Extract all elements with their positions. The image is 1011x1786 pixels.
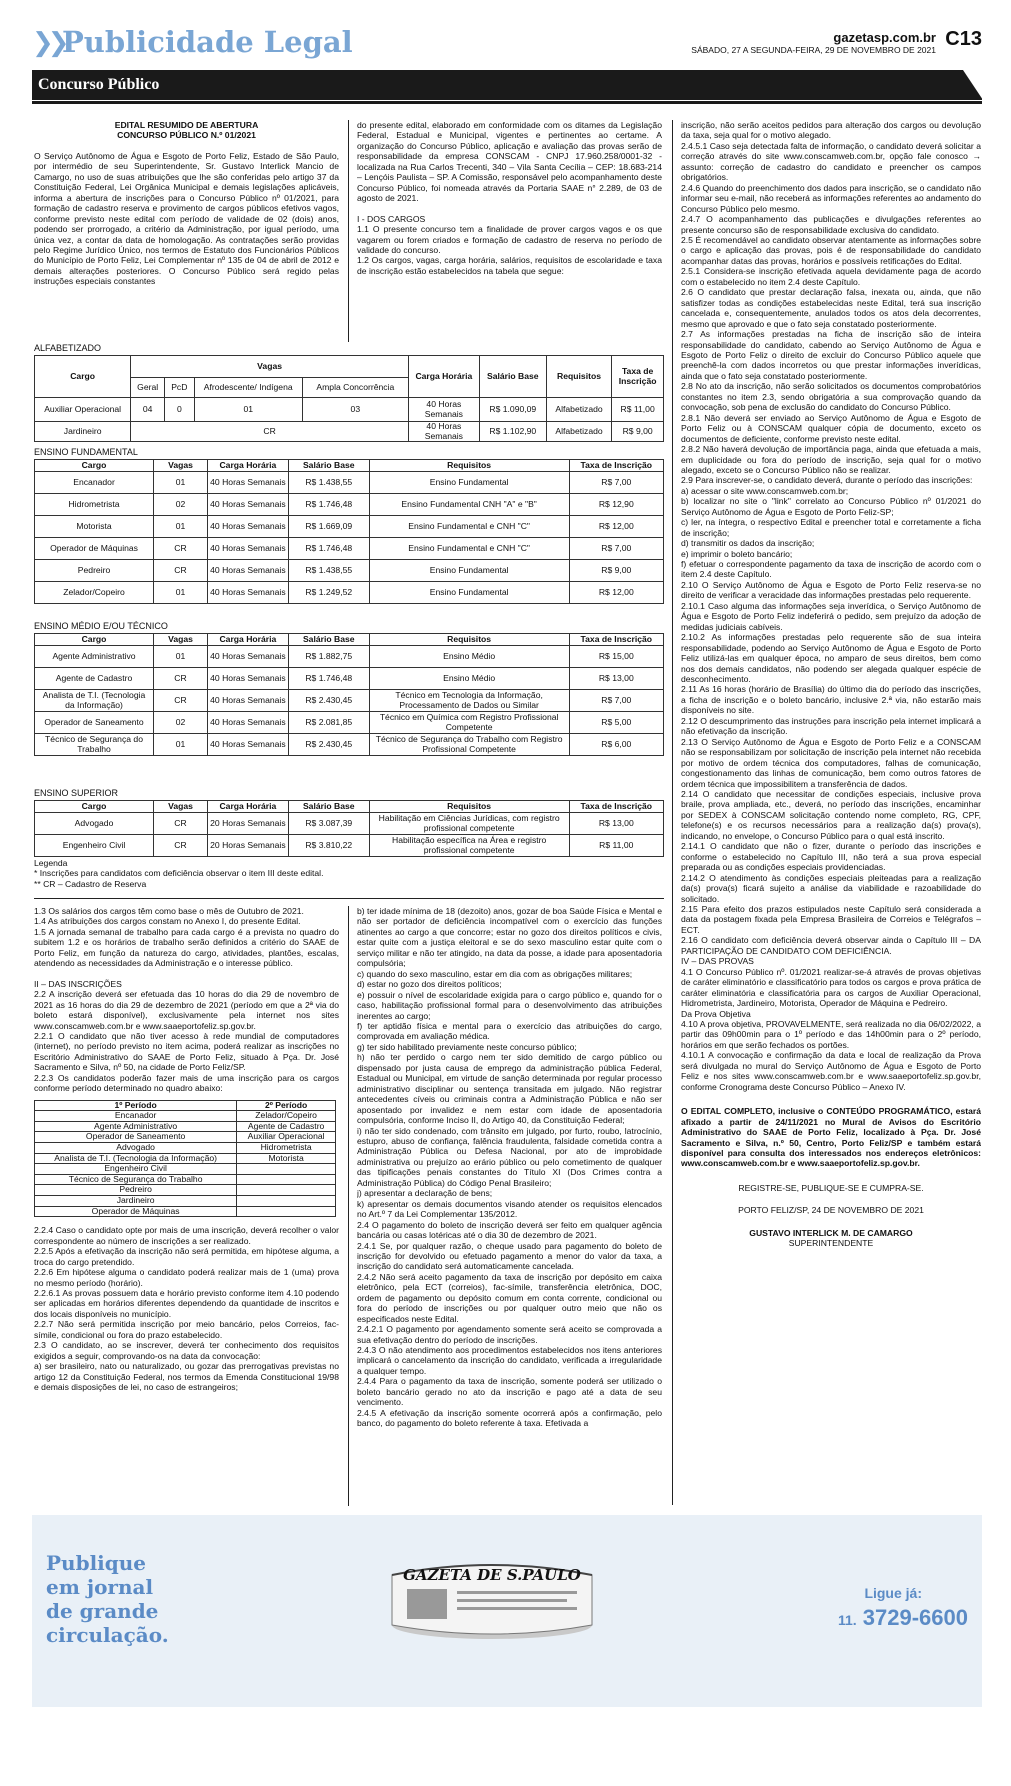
cell: R$ 1.746,48: [288, 494, 369, 516]
cell: Habilitação específica na Área e registro profissional competente: [369, 835, 569, 857]
para: 2.4.2 Não será aceito pagamento da taxa de inscrição por depósito em caixa eletrônico, pela ECT (correios), fac-símile, transferência eletrônica, DOC, ordem de pagamento ou depósito comum em conta corrente, condicional ou fora do período de inscrições ou por qualquer outro meio que não os especificados neste Edital.: [357, 1271, 662, 1324]
table-row: [35, 398, 664, 422]
para: 1.3 Os salários dos cargos têm como base o mês de Outubro de 2021.: [34, 906, 304, 916]
para: d) transmitir os dados da inscrição;: [681, 538, 815, 549]
table-row: [35, 1185, 336, 1196]
superior-table: [34, 800, 664, 857]
para: 2.7 As informações prestadas na ficha de inscrição são de inteira responsabilidade do candidato, cabendo ao Serviço Autônomo de Água e Esgoto de Porto Feliz o direito de excluir do Concurso Público aquele que preenchê-la com dados incorretos ou que prestar informações inverídicas, ainda que o fato seja constatado posteriormente.: [681, 329, 981, 381]
para: 2.4.2.1 O pagamento por agendamento somente será aceito se comprovada a sua efetivação dentro do período de inscrições.: [357, 1324, 662, 1345]
para: 2.2.1 O candidato que não tiver acesso à rede mundial de computadores (internet), no período previsto no item acima, poderá realizar as inscrições no Escritório Administrativo do SAAE de Porto Feliz, situado à Pça. Dr. José Sacramento e Silva, nº 50, na cidade de Porto Feliz/SP.: [34, 1030, 339, 1073]
para: f) efetuar o correspondente pagamento da taxa de inscrição de acordo com o item 2.4 deste Capítulo.: [681, 559, 981, 580]
para: b) localizar no site o "link" correlato ao Concurso Público nº 01/2021 do Serviço Autônomo de Água e Esgoto de Porto Feliz-SP;: [681, 496, 981, 517]
cell: Ensino Médio: [369, 668, 569, 690]
para: b) ter idade mínima de 18 (dezoito) anos, gozar de boa Saúde Física e Mental e não ser portador de deficiência incompatível com o exercício das funções atinentes ao cargo a que concorre; estar no gozo dos direitos políticos e civis, estar quite com a justiça eleitoral e se do sexo masculino estar quite com o serviço militar e não ter atingido, na data da posse, a idade para aposentadoria compulsória;: [357, 906, 662, 969]
para: 2.4.1 Se, por qualquer razão, o cheque usado para pagamento do boleto de inscrição for devolvido ou efetuado pagamento a menor do valor da taxa, a inscrição do candidato será automaticamente cancelada.: [357, 1240, 662, 1272]
edital-title: EDITAL RESUMIDO DE ABERTURA: [114, 120, 259, 130]
col-header: Cargo: [35, 634, 154, 646]
para: 2.2.6 Em hipótese alguma o candidato poderá realizar mais de 1 (uma) prova no mesmo período (horário).: [34, 1267, 339, 1288]
cell: R$ 6,00: [569, 734, 663, 756]
issue-date: SÁBADO, 27 A SEGUNDA-FEIRA, 29 DE NOVEMBRO DE 2021: [691, 45, 936, 55]
cell: R$ 9,00: [569, 560, 663, 582]
cell: [237, 1185, 336, 1196]
cargos-heading: I - DOS CARGOS: [357, 213, 426, 224]
section-title: Publicidade Legal: [62, 25, 353, 59]
col-header: Taxa de Inscrição: [612, 356, 664, 398]
cell: Técnico de Segurança do Trabalho: [35, 1174, 237, 1185]
col-header: Requisitos: [546, 356, 612, 398]
rolled-newspaper-icon: [387, 1555, 597, 1645]
para: a) ser brasileiro, nato ou naturalizado, ou gozar das prerrogativas previstas no artigo 12 da Constituição Federal, nos termos da Emenda Constitucional 19/98 e demais disposições de lei, no caso de estrangeiros;: [34, 1361, 339, 1393]
cell: R$ 15,00: [569, 646, 663, 668]
cell: R$ 3.810,22: [288, 835, 369, 857]
sub-header: PcD: [165, 378, 195, 398]
banner-title: Concurso Público: [38, 76, 160, 93]
edital-intro-column: [34, 120, 339, 342]
para: 2.4.5.1 Caso seja detectada falta de informação, o candidato deverá solicitar a correção através do site www.conscamweb.com.br, opção fale conosco → assunto: correção de cadastro do candidato e preencher os campos obrigatórios.: [681, 140, 981, 183]
cell: 40 Horas Semanais: [408, 422, 479, 442]
col-header: Taxa de Inscrição: [569, 634, 663, 646]
legenda-line: * Inscrições para candidatos com deficiência observar o item III deste edital.: [34, 868, 324, 879]
table-row: [35, 690, 664, 712]
signer-name: GUSTAVO INTERLICK M. DE CAMARGO: [749, 1227, 913, 1238]
para: 2.14 O candidato que necessitar de condições especiais, inclusive prova braile, prova ampliada, etc., deverá, no período das inscrições, encaminhar por SEDEX à CONSCAM solicitação contendo nome completo, RG, CPF, telefone(s) e os recursos necessários para a realização da(s) prova(s), indicando, no envelope, o Concurso Público para o qual está inscrito.: [681, 789, 981, 841]
col-header: Carga Horária: [207, 634, 288, 646]
col-header: Taxa de Inscrição: [569, 460, 663, 472]
cell: R$ 7,00: [569, 472, 663, 494]
para: c) ler, na íntegra, o respectivo Edital e preencher total e corretamente a ficha de inscrição;: [681, 517, 981, 538]
col-header: Cargo: [35, 356, 131, 398]
table-row: [35, 813, 664, 835]
cell: 40 Horas Semanais: [207, 472, 288, 494]
para: h) não ter perdido o cargo nem ter sido demitido de cargo público ou dispensado por justa causa de emprego da administração pública Federal, Estadual ou Municipal, em virtude de sanção determinada por regular processo administrativo disciplinar ou sentença transitada em julgado. Não registrar antecedentes cíveis ou criminais contra a Administração Pública e não ser aposentado por invalidez e nem estar com idade de aposentadoria compulsória, conforme Inciso II, do Artigo 40, da Constituição Federal;: [357, 1052, 662, 1126]
col-header: 1º Período: [35, 1100, 237, 1111]
para: Da Prova Objetiva: [681, 1008, 751, 1019]
para: inscrição, não serão aceitos pedidos para alteração dos cargos ou devolução da taxa, seja qual for o motivo alegado.: [681, 120, 981, 141]
cell: Analista de T.I. (Tecnologia da Informação): [35, 690, 154, 712]
cell: R$ 2.081,85: [288, 712, 369, 734]
phone-number: 3729-6600: [862, 1605, 968, 1630]
ad-slogan-line: em jornal: [46, 1575, 154, 1599]
para: 2.9 Para inscrever-se, o candidato deverá, durante o período das inscrições:: [681, 475, 973, 486]
table-row: [35, 1132, 336, 1143]
col-header: Salário Base: [288, 634, 369, 646]
para: 2.4.6 Quando do preenchimento dos dados para inscrição, se o candidato não informar seu e-mail, não receberá as informações referentes ao andamento do Concurso Público pelo mesmo.: [681, 182, 981, 214]
category-banner: [32, 70, 982, 100]
para-heading: II – DAS INSCRIÇÕES: [34, 978, 122, 989]
para: 1.5 A jornada semanal de trabalho para cada cargo é a prevista no quadro do subitem 1.2 e os horários de trabalho serão definidos a critério do SAAE de Porto Feliz, em função da natureza do cargo, atividades, plantões, escalas, atendendo as necessidades da Administração e o interesse público.: [34, 926, 339, 969]
table-row: [35, 422, 664, 442]
cell: Auxiliar Operacional: [35, 398, 131, 422]
para: 2.2.4 Caso o candidato opte por mais de uma inscrição, deverá recolher o valor correspondente ao número de inscrições a ser realizado.: [34, 1225, 339, 1246]
ad-slogan: [46, 1551, 169, 1647]
cell: Ensino Fundamental: [369, 582, 569, 604]
cell: CR: [154, 835, 208, 857]
table-row: [35, 472, 664, 494]
publique-line: REGISTRE-SE, PUBLIQUE-SE E CUMPRA-SE.: [738, 1182, 924, 1193]
cell: 02: [154, 712, 208, 734]
cell: Técnico de Segurança do Trabalho com Registro Profissional Competente: [369, 734, 569, 756]
table-row: [35, 1121, 336, 1132]
cell: R$ 1.882,75: [288, 646, 369, 668]
para: c) quando do sexo masculino, estar em dia com as obrigações militares;: [357, 968, 633, 979]
cell: 20 Horas Semanais: [207, 813, 288, 835]
col-header: Carga Horária: [207, 460, 288, 472]
cell: 40 Horas Semanais: [207, 516, 288, 538]
col-header: Cargo: [35, 801, 154, 813]
right-column: [681, 120, 981, 1505]
cell: CR: [154, 538, 208, 560]
edital-col2: [357, 120, 662, 342]
cell: Operador de Máquinas: [35, 538, 154, 560]
para: 2.12 O descumprimento das instruções para inscrição pela internet implicará a não efetivação da inscrição.: [681, 715, 981, 737]
cell: Agente Administrativo: [35, 646, 154, 668]
cell: Analista de T.I. (Tecnologia da Informação): [35, 1153, 237, 1164]
cell: 40 Horas Semanais: [207, 646, 288, 668]
medio-table: [34, 633, 664, 756]
final-notice: O EDITAL COMPLETO, inclusive o CONTEÚDO PROGRAMÁTICO, estará afixado a partir de 24/11/2021 no Mural de Avisos do Escritório Administrativo do SAAE de Porto Feliz, localizado à Pça. Dr. José Sacramento e Silva, n.º 50, Centro, Porto Feliz/SP e também estará disponível para consulta dos interessados nos endereços eletrônicos: www.conscamweb.com.br e www.saaeportofeliz.sp.gov.br.: [681, 1106, 981, 1169]
cell: R$ 9,00: [612, 422, 664, 442]
cell: R$ 2.430,45: [288, 690, 369, 712]
cell: Engenheiro Civil: [35, 1164, 237, 1175]
cell: R$ 1.090,09: [479, 398, 546, 422]
section-divider: [34, 898, 664, 899]
col-header: Salário Base: [288, 460, 369, 472]
cell: Encanador: [35, 1111, 237, 1122]
table-row: [35, 1143, 336, 1154]
table-row: [35, 1111, 336, 1122]
ad-slogan-line: de grande: [46, 1599, 159, 1623]
cell: CR: [131, 422, 409, 442]
cell: Técnico em Tecnologia da Informação, Processamento de Dados ou Similar: [369, 690, 569, 712]
right-paragraphs: [681, 120, 981, 1092]
para: 2.11 As 16 horas (horário de Brasília) do último dia do período das inscrições, a ficha de inscrição e o boleto bancário, inclusive 2.ª via, não estarão mais disponíveis no site.: [681, 684, 981, 716]
col-header: Carga Horária: [207, 801, 288, 813]
para: 2.14.2 O atendimento às condições especiais pleiteadas para a realização da(s) prova(s) ficará sujeito a análise da viabilidade e razoabilidade do solicitado.: [681, 872, 981, 904]
phone-ddd: 11.: [837, 1612, 857, 1628]
cell: 01: [154, 516, 208, 538]
legenda-line: ** CR – Cadastro de Reserva: [34, 878, 147, 889]
para: 4.1 O Concurso Público nº. 01/2021 realizar-se-á através de provas objetivas de caráter eliminatório e classificatório para todos os cargos e prova prática de caráter eliminatória e classificatória para os cargos de Auxiliar Operacional, Hidrometrista, Jardineiro, Motorista, Operador de Máquina e Pedreiro.: [681, 966, 981, 1009]
col-header: Taxa de Inscrição: [569, 801, 663, 813]
table-row: [35, 1174, 336, 1185]
para: j) apresentar a declaração de bens;: [357, 1188, 493, 1199]
para: 2.8.1 Não deverá ser enviado ao Serviço Autônomo de Água e Esgoto de Porto Feliz ou à CONSCAM qualquer cópia de documento, exceto os documentos de deficiente, conforme previsto neste edital.: [681, 412, 981, 444]
alfabetizado-label: ALFABETIZADO: [34, 343, 102, 353]
col-header: Vagas: [154, 801, 208, 813]
ad-slogan-line: Publique: [46, 1551, 147, 1575]
sub-header: Afrodescente/ Indígena: [194, 378, 302, 398]
alfabetizado-table: [34, 355, 664, 442]
para: d) estar no gozo dos direitos políticos;: [357, 979, 502, 990]
para: 2.14.1 O candidato que não o fizer, durante o período das inscrições e conforme o estabelecido no Capítulo III, não terá a sua prova especial preparada ou as condições especiais providenciadas.: [681, 841, 981, 873]
cell: Alfabetizado: [546, 422, 612, 442]
para: 4.10.1 A convocação e confirmação da data e local de realização da Prova será divulgada no mural do Serviço Autônomo de Água e Esgoto de Porto Feliz e nos sites www.conscamweb.com.br e www.saaeportofeliz.sp.gov.br, conforme Cronograma deste Concurso Público – Anexo IV.: [681, 1050, 981, 1092]
cell: Alfabetizado: [546, 398, 612, 422]
para: IV – DAS PROVAS: [681, 956, 754, 967]
cell: Operador de Saneamento: [35, 712, 154, 734]
cell: CR: [154, 813, 208, 835]
para: 2.5.1 Considera-se inscrição efetivada aquela devidamente paga de acordo com o estabelecido no item 2.4 deste Capítulo.: [681, 266, 981, 287]
edital-number: CONCURSO PÚBLICO N.º 01/2021: [117, 130, 256, 141]
cell: Motorista: [237, 1153, 336, 1164]
para: 2.2.3 Os candidatos poderão fazer mais de uma inscrição para os cargos conforme período determinado no quadro abaixo:: [34, 1072, 339, 1094]
table-row: [35, 538, 664, 560]
cell: R$ 13,00: [569, 813, 663, 835]
page-header: [32, 26, 982, 60]
cell: R$ 12,90: [569, 494, 663, 516]
cell: Operador de Máquinas: [35, 1206, 237, 1217]
para: f) ter aptidão física e mental para o exercício das atribuições do cargo, comprovada em avaliação médica.: [357, 1020, 662, 1042]
cell: Jardineiro: [35, 422, 131, 442]
cargos-1-2: 1.2 Os cargos, vagas, carga horária, salários, requisitos de escolaridade e taxa de inscrição estão estabelecidos na tabela que segue:: [357, 255, 662, 276]
cell: 01: [194, 398, 302, 422]
cargos-1-1: 1.1 O presente concurso tem a finalidade de prover cargos vagos e os que vagarem ou forem criados e formação de cadastro de reserva no período de validade do concurso.: [357, 224, 662, 255]
para: 2.2.5 Após a efetivação da inscrição não será permitida, em hipótese alguma, a troca do cargo pretendido.: [34, 1246, 339, 1267]
cell: 0: [165, 398, 195, 422]
para: 2.15 Para efeito dos prazos estipulados neste Capítulo será considerada a data da postagem fixada pela Empresa Brasileira de Correios e Telégrafos – ECT.: [681, 903, 981, 935]
para: 2.10.1 Caso alguma das informações seja inverídica, o Serviço Autônomo de Água e Esgoto de Porto Feliz indeferirá o pedido, sem prejuízo da adoção de medidas judiciais cabíveis.: [681, 600, 981, 632]
page-number: C13: [945, 28, 982, 50]
cell: R$ 2.430,45: [288, 734, 369, 756]
cell: Hidrometrista: [237, 1143, 336, 1154]
cell: R$ 12,00: [569, 516, 663, 538]
site-url: gazetasp.com.br: [833, 30, 936, 45]
para: 1.4 As atribuições dos cargos constam no Anexo I, do presente Edital.: [34, 916, 301, 927]
cell: Hidrometrista: [35, 494, 154, 516]
cell: [237, 1206, 336, 1217]
column-divider: [672, 120, 673, 1505]
table-row: [35, 560, 664, 582]
cell: 02: [154, 494, 208, 516]
para: 2.3 O candidato, ao se inscrever, deverá ter conhecimento dos requisitos exigidos a seguir, comprovando-os na data da convocação:: [34, 1340, 339, 1361]
cell: R$ 1.438,55: [288, 560, 369, 582]
cell: Advogado: [35, 1143, 237, 1154]
cell: 40 Horas Semanais: [408, 398, 479, 422]
table-row: [35, 1206, 336, 1217]
table-row: [35, 494, 664, 516]
cell: R$ 3.087,39: [288, 813, 369, 835]
col-header: Salário Base: [288, 801, 369, 813]
para: 2.4.4 Para o pagamento da taxa de inscrição, somente poderá ser utilizado o boleto bancário gerado no ato da inscrição e pago até a data de seu vencimento.: [357, 1376, 662, 1408]
cell: CR: [154, 668, 208, 690]
table-row: [35, 712, 664, 734]
cell: Agente Administrativo: [35, 1121, 237, 1132]
cell: 40 Horas Semanais: [207, 538, 288, 560]
col-header: Vagas: [131, 356, 409, 378]
cell: R$ 1.438,55: [288, 472, 369, 494]
col-header: Cargo: [35, 460, 154, 472]
cell: [237, 1196, 336, 1207]
para: 2.10.2 As informações prestadas pelo requerente são de sua inteira responsabilidade, podendo ao Serviço Autônomo de Água e Esgoto de Porto Feliz utilizá-las em qualquer época, no amparo de seus direitos, bem como nos dos demais candidatos, não podendo ser alegada qualquer espécie de desconhecimento.: [681, 632, 981, 685]
para: 2.8.2 Não haverá devolução de importância paga, ainda que efetuada a mais, em duplicidade ou fora do período de inscrição, seja qual for o motivo alegado, exceto se o Concurso Público não se realizar.: [681, 444, 981, 475]
cell: R$ 1.102,90: [479, 422, 546, 442]
cell: 40 Horas Semanais: [207, 668, 288, 690]
cell: Engenheiro Civil: [35, 835, 154, 857]
cell: 40 Horas Semanais: [207, 560, 288, 582]
table-row: [35, 1153, 336, 1164]
cell: Agente de Cadastro: [35, 668, 154, 690]
cell: Técnico de Segurança do Trabalho: [35, 734, 154, 756]
col-header: Requisitos: [369, 460, 569, 472]
newspaper-name: GAZETA DE S.PAULO: [403, 1566, 581, 1584]
periodos-table: [34, 1100, 336, 1218]
sub-header: Ampla Concorrência: [302, 378, 408, 398]
table-row: [35, 1196, 336, 1207]
para: 2.13 O Serviço Autônomo de Água e Esgoto de Porto Feliz e a CONSCAM não se responsabilizam por solicitação de inscrição pela internet não recebida por motivo de ordem técnica dos computadores, falhas de comunicação, congestionamento das linhas de comunicação, bem como outros fatores de ordem técnica que impossibilitem a transferência de dados.: [681, 736, 981, 789]
ad-slogan-line: circulação.: [46, 1623, 169, 1647]
para: e) imprimir o boleto bancário;: [681, 548, 793, 559]
edital-col2-text: do presente edital, elaborado em conformidade com os ditames da Legislação Federal, Estadual e Municipal, vigentes e pertinentes ao certame. A organização do Concurso Público, aplicação e avaliação das provas serão de responsabilidade da empresa CONSCAM - CNPJ 17.960.258/0001-32 - localizada na Rua Carlos Trecenti, 340 – Vila Santa Cecília – CEP: 18.683-214 – Lençóis Paulista – SP. A Comissão, responsável pelo acompanhamento deste Concurso Público, foi nomeada através da Portaria SAAE n° 2.289, de 03 de agosto de 2021.: [357, 120, 662, 204]
table-row: [35, 668, 664, 690]
cell: 40 Horas Semanais: [207, 494, 288, 516]
table-row: [35, 734, 664, 756]
para: 2.4.5 A efetivação da inscrição somente ocorrerá após a confirmação, pelo banco, do pagamento do boleto referente à taxa. Efetivada a: [357, 1407, 662, 1429]
para: 2.4.7 O acompanhamento das publicações e divulgações referentes ao presente concurso são de responsabilidade exclusiva do candidato.: [681, 214, 981, 235]
cell: R$ 1.249,52: [288, 582, 369, 604]
fundamental-label: ENSINO FUNDAMENTAL: [34, 447, 138, 457]
cell: R$ 1.669,09: [288, 516, 369, 538]
double-chevron-icon: ❯❯: [32, 28, 64, 58]
sub-header: Geral: [131, 378, 165, 398]
para: 2.16 O candidato com deficiência deverá observar ainda o Capítulo III – DA PARTICIPAÇÃO DE CANDIDATO COM DEFICIÊNCIA.: [681, 935, 981, 956]
para: g) ter sido habilitado previamente neste concurso público;: [357, 1041, 577, 1052]
cell: Ensino Fundamental: [369, 560, 569, 582]
cell: R$ 11,00: [612, 398, 664, 422]
cell: R$ 11,00: [569, 835, 663, 857]
cell: Zelador/Copeiro: [237, 1111, 336, 1122]
para: a) acessar o site www.conscamweb.com.br;: [681, 485, 849, 496]
para: 2.2 A inscrição deverá ser efetuada das 10 horas do dia 29 de novembro de 2021 as 16 horas do dia 29 de dezembro de 2021 (período em que a 2ª via do boleto estará disponível), exclusivamente pela internet nos sites www.conscamweb.com.br e www.saaeportofeliz.sp.gov.br.: [34, 989, 339, 1031]
cell: Pedreiro: [35, 1185, 237, 1196]
medio-label: ENSINO MÉDIO E/OU TÉCNICO: [34, 621, 168, 631]
column-divider: [348, 120, 349, 342]
para: 2.4 O pagamento do boleto de inscrição deverá ser feito em qualquer agência bancária ou casas lotéricas até o dia 30 de dezembro de 2021.: [357, 1219, 662, 1241]
para: i) não ter sido condenado, com trânsito em julgado, por furto, roubo, latrocínio, estupro, abuso de confiança, falência fraudulenta, falsidade cometida contra a Administração Pública ou Defesa Nacional, por ato de improbidade administrativa ou prejuízo ao erário público ou pelo cometimento de qualquer das tipificações penais constantes do Título XI (Dos Crimes contra a Administração Pública) do Código Penal Brasileiro;: [357, 1125, 662, 1188]
col-header: Vagas: [154, 634, 208, 646]
para: k) apresentar os demais documentos visando atender os requisitos elencados no Art.º 7 da Lei Complementar 135/2012.: [357, 1198, 662, 1220]
cell: Operador de Saneamento: [35, 1132, 237, 1143]
para: 2.6 O candidato que prestar declaração falsa, inexata ou, ainda, que não satisfizer todas as condições estabelecidas neste Edital, terá sua inscrição cancelada e, consequentemente, anulados todos os atos dela decorrentes, mesmo que aprovado e que o fato seja constatado posteriormente.: [681, 287, 981, 329]
cell: Motorista: [35, 516, 154, 538]
cell: CR: [154, 690, 208, 712]
lower-col2: [357, 906, 662, 1506]
superior-label: ENSINO SUPERIOR: [34, 788, 119, 798]
cell: 40 Horas Semanais: [207, 734, 288, 756]
legenda: [34, 858, 664, 892]
table-row: [35, 582, 664, 604]
para: 2.2.6.1 As provas possuem data e horário previsto conforme item 4.10 podendo ser aplicadas em horários diferentes dependendo da quantidade de inscritos e dos locais disponíveis no município.: [34, 1287, 339, 1319]
cell: Encanador: [35, 472, 154, 494]
lower-col1: [34, 906, 339, 1506]
cell: 20 Horas Semanais: [207, 835, 288, 857]
fundamental-table: [34, 459, 664, 604]
para: e) possuir o nível de escolaridade exigida para o cargo público e, quando for o caso, habilitação profissional formal para o desenvolvimento das atribuições inerentes ao cargo;: [357, 989, 662, 1021]
cell: 40 Horas Semanais: [207, 582, 288, 604]
cell: Ensino Fundamental: [369, 472, 569, 494]
cell: 01: [154, 582, 208, 604]
col-header: Salário Base: [479, 356, 546, 398]
banner-underline: [32, 101, 982, 104]
table-row: [35, 516, 664, 538]
cell: R$ 12,00: [569, 582, 663, 604]
cell: 01: [154, 646, 208, 668]
cell: CR: [154, 560, 208, 582]
cell: Ensino Médio: [369, 646, 569, 668]
cell: [237, 1164, 336, 1175]
cell: R$ 1.746,48: [288, 668, 369, 690]
cell: R$ 5,00: [569, 712, 663, 734]
col-header: Carga Horária: [408, 356, 479, 398]
signer-role: SUPERINTENDENTE: [788, 1238, 874, 1249]
cell: Agente de Cadastro: [237, 1121, 336, 1132]
para: 2.10 O Serviço Autônomo de Água e Esgoto de Porto Feliz reserva-se no direito de verificar a veracidade das informações prestadas pelo requerente.: [681, 579, 981, 601]
cell: Pedreiro: [35, 560, 154, 582]
table-row: [35, 1164, 336, 1175]
cell: Advogado: [35, 813, 154, 835]
cell: Zelador/Copeiro: [35, 582, 154, 604]
cell: 01: [154, 734, 208, 756]
column-divider: [348, 906, 349, 1506]
cell: Ensino Fundamental CNH "A" e "B": [369, 494, 569, 516]
cell: Ensino Fundamental e CNH "C": [369, 516, 569, 538]
advertisement[interactable]: [32, 1515, 982, 1707]
cell: 01: [154, 472, 208, 494]
cell: R$ 7,00: [569, 538, 663, 560]
para: 2.2.7 Não será permitida inscrição por meio bancário, pelos Correios, fac-símile, condicional ou fora do prazo estabelecido.: [34, 1319, 339, 1340]
cell: Técnico em Química com Registro Profissional Competente: [369, 712, 569, 734]
para: 2.4.3 O não atendimento aos procedimentos estabelecidos nos itens anteriores implicará o cancelamento da inscrição do candidato, verificada a irregularidade a qualquer tempo.: [357, 1345, 662, 1376]
cell: R$ 13,00: [569, 668, 663, 690]
cell: Habilitação em Ciências Jurídicas, com registro profissional competente: [369, 813, 569, 835]
ad-phone[interactable]: [838, 1605, 968, 1631]
cell: 03: [302, 398, 408, 422]
legenda-title: Legenda: [34, 858, 68, 868]
col-header: Vagas: [154, 460, 208, 472]
col-header: Requisitos: [369, 634, 569, 646]
cell: 40 Horas Semanais: [207, 712, 288, 734]
cell: R$ 1.746,48: [288, 538, 369, 560]
cell: 40 Horas Semanais: [207, 690, 288, 712]
table-row: [35, 646, 664, 668]
cell: Auxiliar Operacional: [237, 1132, 336, 1143]
col-header: 2º Período: [237, 1100, 336, 1111]
para: 2.5 É recomendável ao candidato observar atentamente as informações sobre o cargo e aplicação das provas, pois é de responsabilidade do candidato acompanhar datas das provas, horários e possíveis retificações do Edital.: [681, 234, 981, 266]
cell: [237, 1174, 336, 1185]
para: 4.10 A prova objetiva, PROVAVELMENTE, será realizada no dia 06/02/2022, a partir das 09h00min para o 1º período e das 14h00min para o 2º período, horários em que serão fechados os portões.: [681, 1018, 981, 1050]
edital-intro: O Serviço Autônomo de Água e Esgoto de Porto Feliz, Estado de São Paulo, por intermédio de seu Superintendente, Sr. Gustavo Interlick Mancio de Camargo, no uso de suas atribuições que lhe são conferidas pelo artigo 37 da Constituição Federal, Lei Orgânica Municipal e demais legislações aplicáveis, informa a abertura de inscrições para o Concurso Público nº 01/2021, para formação de cadastro reserva e provimento de cargos públicos efetivos vagos, conforme previsto neste edital com período de validade de 02 (dois) anos, podendo ser prorrogado, a critério da Administração, por igual período, uma única vez, a contar da data de homologação. As contratações serão providas pelo Regime Jurídico Único, nos termos de Estatuto dos Funcionários Públicos do Município de Porto Feliz, Lei Complementar nº 135 de 04 de abril de 2012 e demais alterações posteriores. O Concurso Público será regido pelas instruções especiais constantes: [34, 150, 339, 287]
para: 2.8 No ato da inscrição, não serão solicitados os documentos comprobatórios constantes no item 2.3, sendo obrigatória a sua comprovação quando da convocação, sob pena de exclusão do candidato do Concurso Público.: [681, 381, 981, 413]
ad-cta: Ligue já:: [864, 1585, 922, 1601]
cell: R$ 7,00: [569, 690, 663, 712]
cell: Ensino Fundamental e CNH "C": [369, 538, 569, 560]
place-date: PORTO FELIZ/SP, 24 DE NOVEMBRO DE 2021: [738, 1205, 924, 1216]
cell: 04: [131, 398, 165, 422]
table-row: [35, 835, 664, 857]
col-header: Requisitos: [369, 801, 569, 813]
cell: Jardineiro: [35, 1196, 237, 1207]
